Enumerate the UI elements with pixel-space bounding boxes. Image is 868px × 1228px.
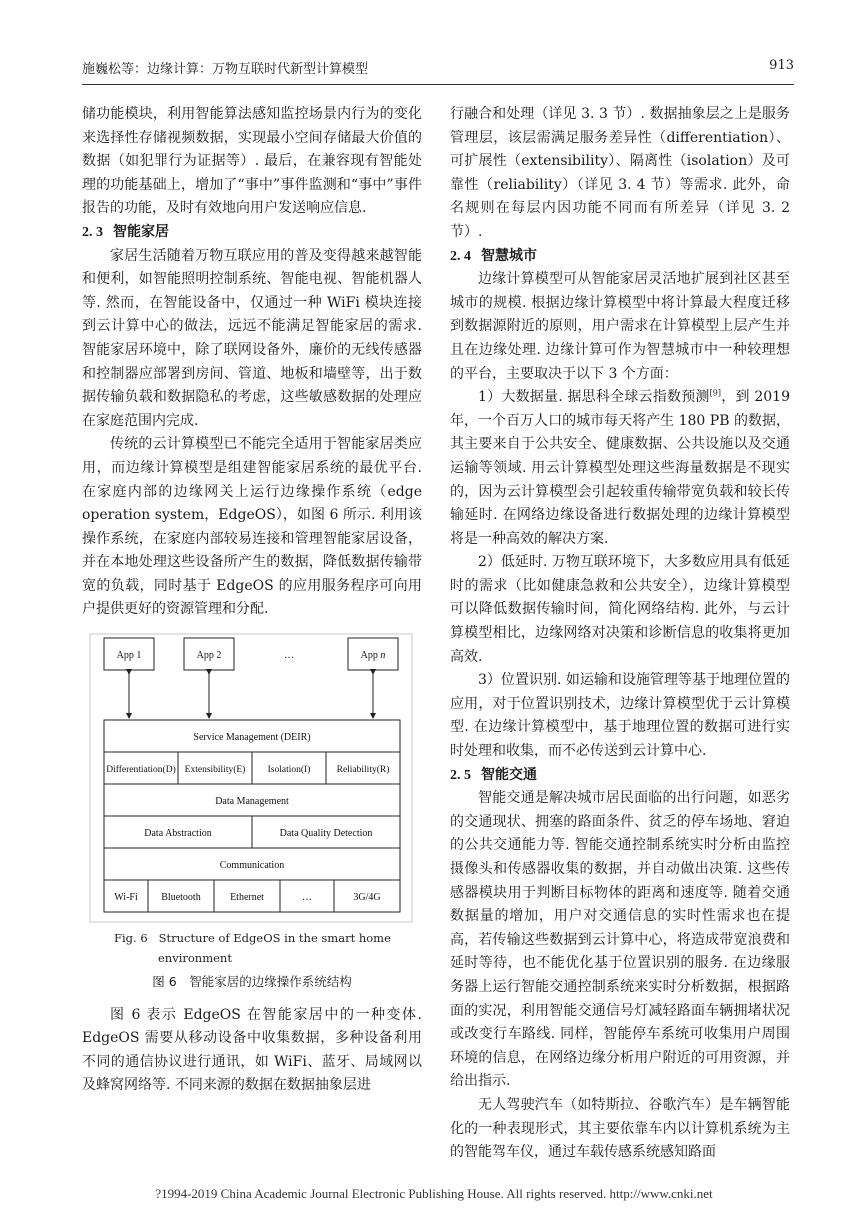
data-quality-label: Data Quality Detection xyxy=(279,828,373,840)
section-heading-2-5: 2. 5 智能交通 xyxy=(450,766,537,783)
3g4g-label: 3G/4G xyxy=(353,892,381,904)
bluetooth-label: Bluetooth xyxy=(161,892,201,904)
edgeos-diagram xyxy=(82,632,422,924)
copyright-footer: ?1994-2019 China Academic Journal Electronic Publishing House. All rights reserved. http://www.cnki.net xyxy=(155,1186,713,1201)
figure-caption-zh: 图 6 智能家居的边缘操作系统结构 xyxy=(152,974,352,990)
figure-6 xyxy=(82,632,422,994)
paragraph: 无人驾驶汽车（如特斯拉、谷歌汽车）是车辆智能化的一种表现形式，其主要依靠车内以计算机系统为主的智能驾车仪，通过车载传感系统感知路面 xyxy=(450,1096,790,1161)
app-1-label: App 1 xyxy=(116,650,142,662)
ethernet-label: Ethernet xyxy=(230,892,264,904)
paragraph: 3）位置识别. 如运输和设施管理等基于地理位置的应用，对于位置识别技术，边缘计算模型优于云计算模型. 在边缘计算模型中，基于地理位置的数据可进行实时处理和收集，而不必传送到云计算中心. xyxy=(450,672,790,760)
paragraph: 智能交通是解决城市居民面临的出行问题，如恶劣的交通现状、拥塞的路面条件、贫乏的停车场地、窘迫的公共交通能力等. 智能交通控制系统实时分析由监控摄像头和传感器收集的数据，并自动做出决策. 这些传感器模块用于判断目标物体的距离和速度等. 随着交通数据量的增加，用户对交通信息的实时性需求也在提高，若传输这些数据到云计算中心，将造成带宽浪费和延时等待，也不能优化基于位置识别的服务. 在边缘服务器上运行智能交通控制系统来实时分析数据，根据路面的实况，利用智能交通信号灯减轻路面车辆拥堵状况或改变行车路线. 同样，智能停车系统可收集用户周围环境的信息，在网络边缘分析用户附近的可用资源，并给出指示. xyxy=(450,790,790,1090)
figure-caption-en: Fig. 6 Structure of EdgeOS in the smart home environment xyxy=(114,931,391,966)
paragraph: 图 6 表示 EdgeOS 在智能家居中的一种变体. EdgeOS 需要从移动设备中收集数据，多种设备利用不同的通信协议进行通讯，如 WiFi、蓝牙、局域网以及蜂窝网络等. 不同来源的数据在数据抽象层进 xyxy=(82,1006,422,1094)
data-management-label: Data Management xyxy=(215,796,289,808)
paragraph: 边缘计算模型可从智能家居灵活地扩展到社区甚至城市的规模. 根据边缘计算模型中将计算最大程度迁移到数据源附近的原则，用户需求在计算模型上层产生并且在边缘处理. 边缘计算可作为智慧城市中一种较理想的平台，主要取决于以下 3 个方面： xyxy=(450,271,790,382)
data-abstraction-label: Data Abstraction xyxy=(144,828,212,840)
header-rule xyxy=(82,84,794,85)
communication-label: Communication xyxy=(219,860,285,872)
isolation-label: Isolation(I) xyxy=(267,765,311,776)
app-2-label: App 2 xyxy=(196,650,222,662)
paragraph: 传统的云计算模型已不能完全适用于智能家居类应用，而边缘计算模型是组建智能家居系统的最优平台. 在家庭内部的边缘网关上运行边缘操作系统（edge operation system，EdgeOS），如图 6 所示. 利用该操作系统，在家庭内部较易连接和管理智能家居设备，并在本地处理这些设备所产生的数据，降低数据传输带宽的负载，同时基于 EdgeOS 的应用服务程序可向用户提供更好的资源管理和分配. xyxy=(82,436,422,618)
paragraph: 2）低延时. 万物互联环境下，大多数应用具有低延时的需求（比如健康急救和公共安全），边缘计算模型可以降低数据传输时间，简化网络结构. 此外，与云计算模型相比，边缘网络对决策和诊断信息的收集将更加高效. xyxy=(450,554,790,665)
running-header xyxy=(82,58,794,80)
section-heading-2-3: 2. 3 智能家居 xyxy=(82,223,169,240)
apps-ellipsis: … xyxy=(284,650,294,662)
paragraph: 1）大数据量. 据思科全球云指数预测[9]，到 2019 年，一个百万人口的城市每天将产生 180 PB 的数据，其主要来自于公共安全、健康数据、公共设施以及交通运输等领域. 用云计算模型处理这些海量数据是不现实的，因为云计算模型会引起较重传输带宽负载和较长传输延时. 在网络边缘设备进行数据处理的边缘计算模型将是一种高效的解决方案. xyxy=(450,388,790,547)
reliability-label: Reliability(R) xyxy=(336,765,390,776)
wifi-label: Wi-Fi xyxy=(114,892,138,904)
app-n-label: App n xyxy=(360,650,386,662)
differentiation-label: Differentiation(D) xyxy=(106,765,176,776)
running-title: 施巍松等：边缘计算：万物互联时代新型计算模型 xyxy=(82,62,369,77)
paragraph: 家居生活随着万物互联应用的普及变得越来越智能和便利，如智能照明控制系统、智能电视、智能机器人等. 然而，在智能设备中，仅通过一种 WiFi 模块连接到云计算中心的做法，远远不能满足智能家居的需求. 智能家居环境中，除了联网设备外，廉价的无线传感器和控制器应部署到房间、管道、地板和墙壁等，出于数据传输负载和数据隐私的考虑，这些敏感数据的处理应在家庭范围内完成. xyxy=(82,247,422,429)
paragraph: 行融合和处理（详见 3. 3 节）. 数据抽象层之上是服务管理层，该层需满足服务差异性（differentiation）、可扩展性（extensibility）、隔离性（isolation）及可靠性（reliability）（详见 3. 4 节）等需求. 此外，命名规则在每层内因功能不同而有所差异（详见 3. 2 节）. xyxy=(450,106,790,240)
citation-ref[interactable]: [9] xyxy=(709,388,721,398)
page-number: 913 xyxy=(769,58,794,73)
service-management-label: Service Management (DEIR) xyxy=(193,732,311,744)
left-column xyxy=(82,103,422,1098)
protocols-ellipsis: … xyxy=(302,892,312,904)
section-heading-2-4: 2. 4 智慧城市 xyxy=(450,247,537,264)
right-column xyxy=(450,103,790,1165)
extensibility-label: Extensibility(E) xyxy=(184,765,246,776)
paragraph: 储功能模块，利用智能算法感知监控场景内行为的变化来选择性存储视频数据，实现最小空间存储最大价值的数据（如犯罪行为证据等）. 最后，在兼容现有智能处理的功能基础上，增加了“事中”事件监测和“事中”事件报告的功能，及时有效地向用户发送响应信息. xyxy=(82,106,422,217)
